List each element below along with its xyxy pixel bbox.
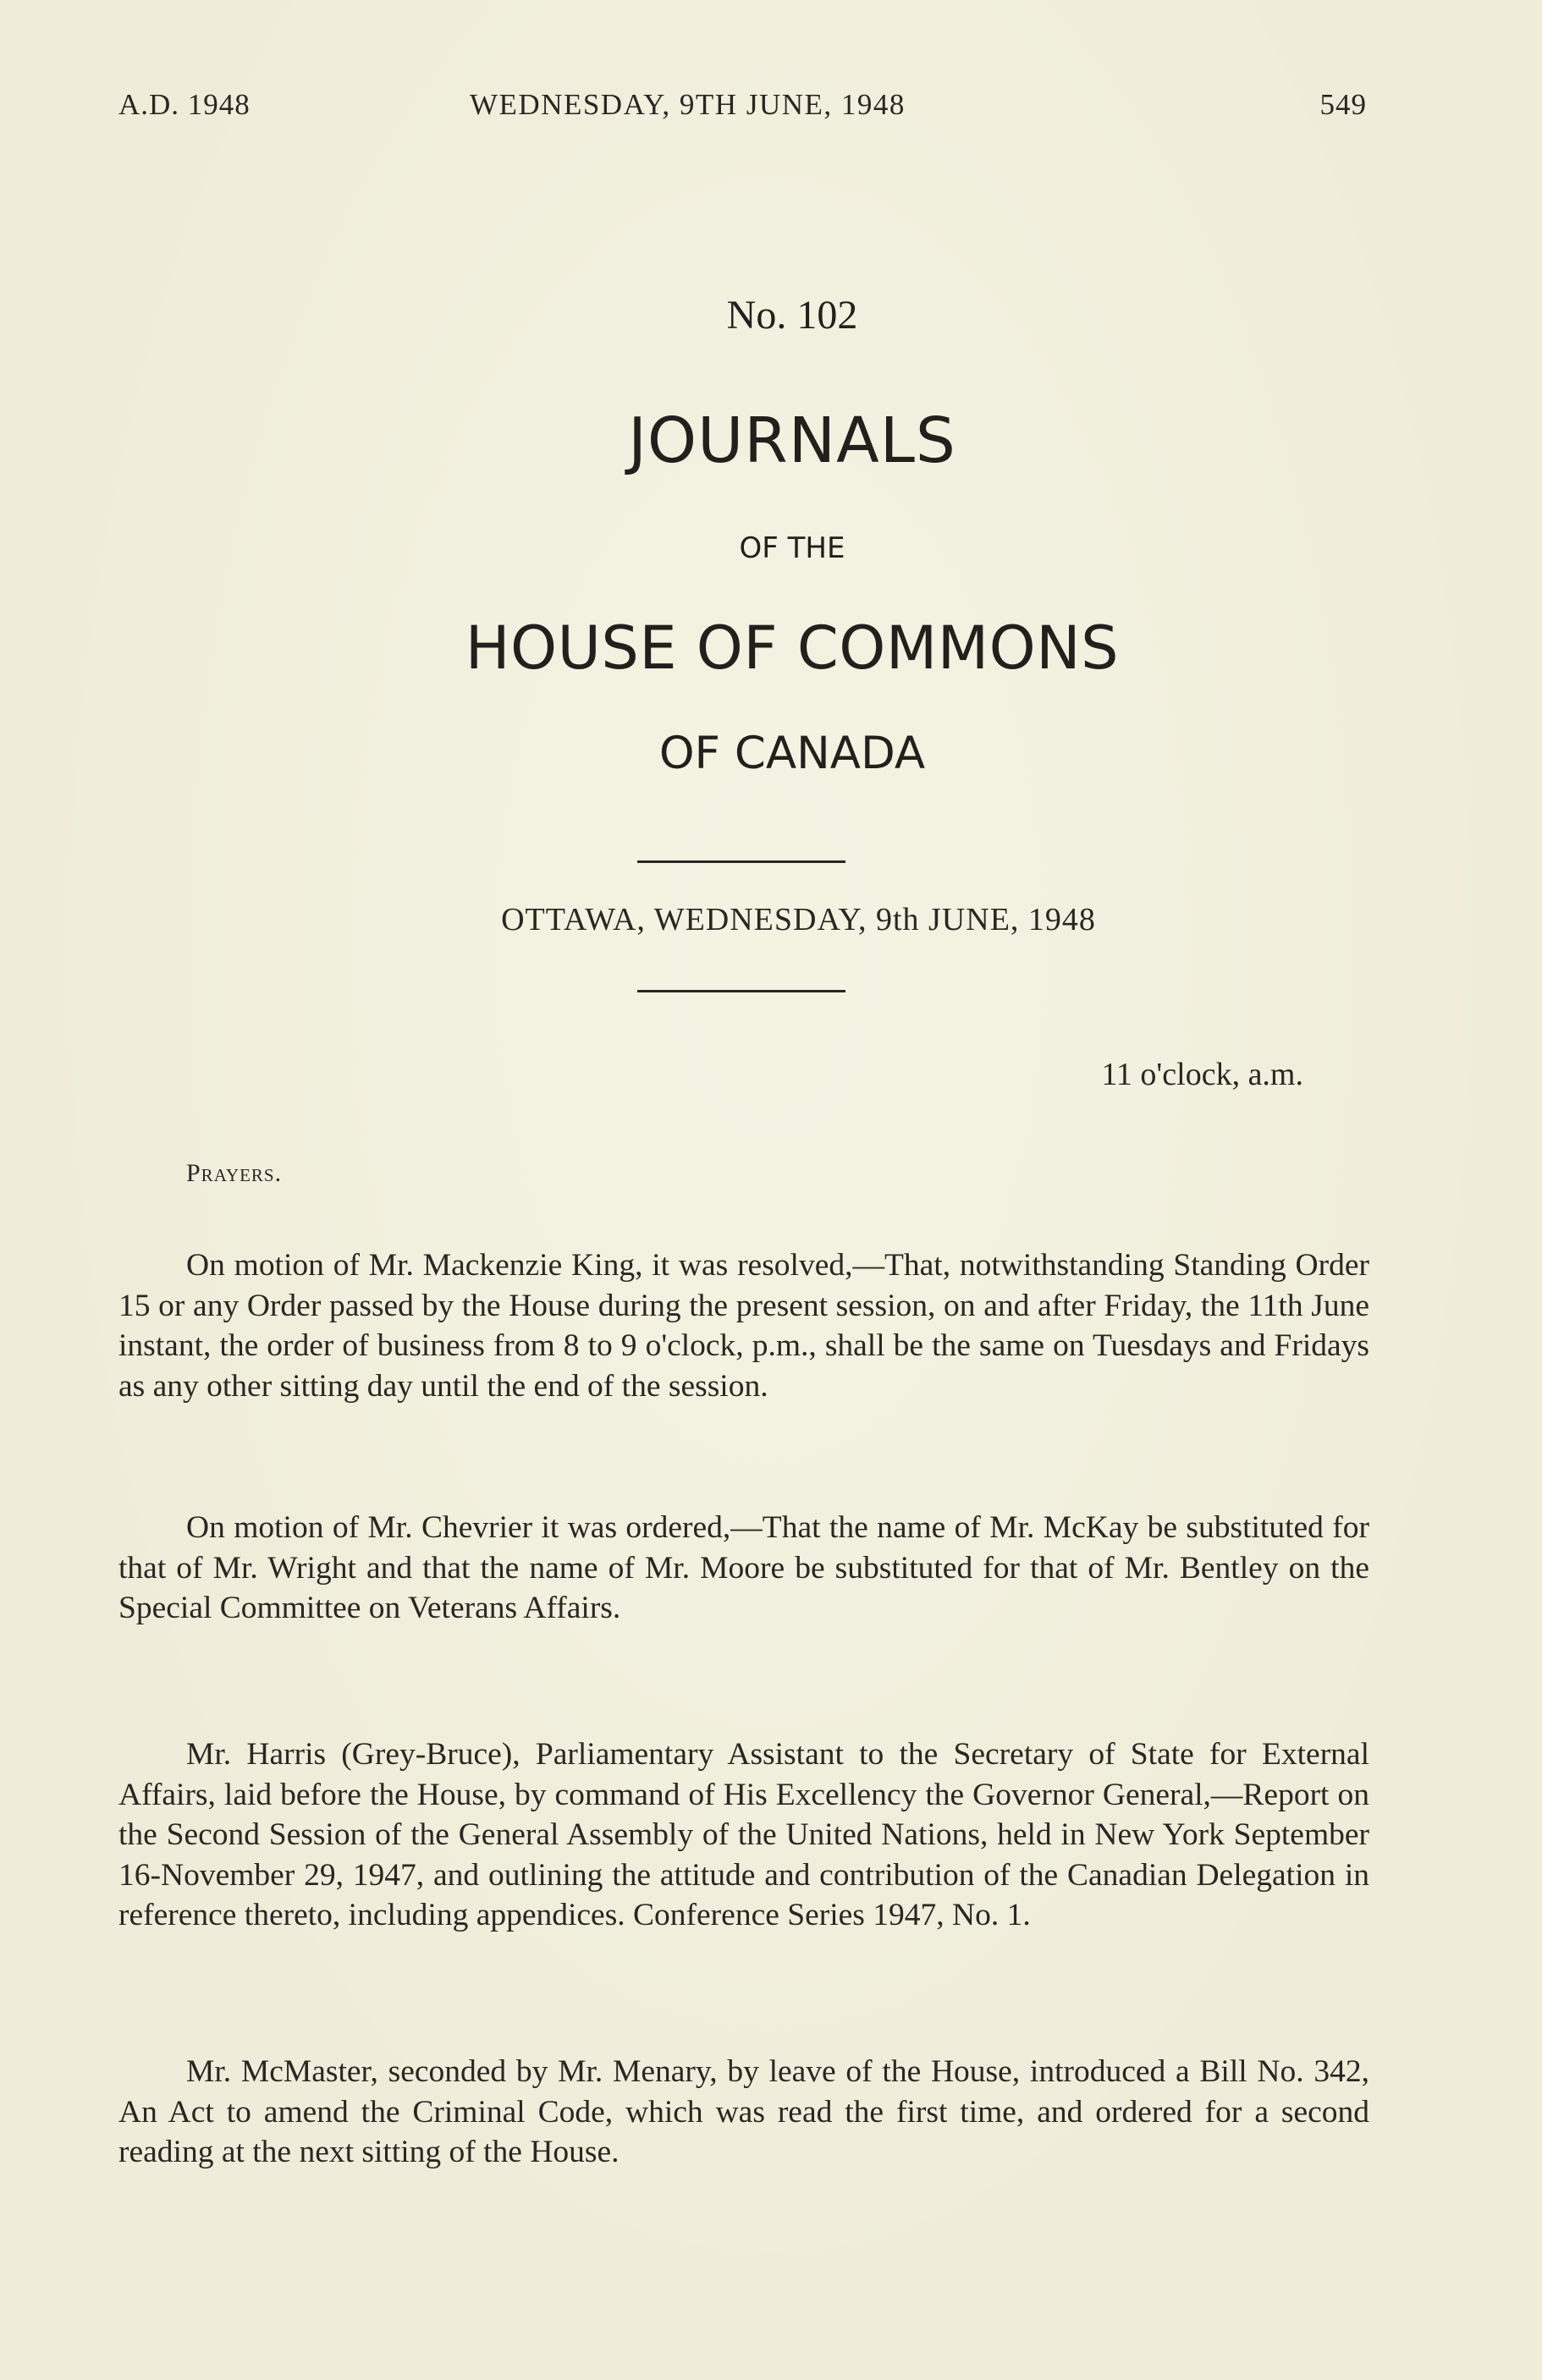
masthead-of-canada: OF CANADA [658, 728, 926, 779]
masthead-house: HOUSE OF COMMONS [465, 613, 1120, 683]
divider-rule-top [637, 860, 845, 863]
masthead-title: JOURNALS [628, 404, 956, 477]
paragraph-committee-order: On motion of Mr. Chevrier it was ordered,—That the name of Mr. McKay be substituted for that of Mr. Wright and that the name of Mr. Moore be substituted for that of Mr. Bentley on the Special Committee on Veterans Affairs. [118, 1510, 1369, 1625]
paragraph-un-report: Mr. Harris (Grey-Bruce), Parliamentary Assistant to the Secretary of State for External Affairs, laid before the House, by command of His Excellency the Governor General,—Report on the Second Session of the General Assembly of the United Nations, held in New York September 16-November 29, 1947, and outlining the attitude and contribution of the Canadian Delegation in reference thereto, including appendices. Conference Series 1947, No. 1. [118, 1737, 1369, 1932]
paragraph-bill-342: Mr. McMaster, seconded by Mr. Menary, by leave of the House, introduced a Bill No. 342, An Act to amend the Criminal Code, which was read the first time, and ordered for a second reading at the next sitting of the House. [118, 2054, 1369, 2169]
running-head-year: A.D. 1948 [118, 88, 251, 121]
divider-rule-bottom [637, 990, 845, 992]
prayers-heading: Prayers. [186, 1159, 283, 1187]
masthead-of-the: OF THE [739, 531, 845, 565]
running-head [118, 88, 1367, 130]
issue-number: No. 102 [726, 293, 858, 338]
running-head-date: WEDNESDAY, 9TH JUNE, 1948 [470, 88, 906, 121]
sitting-time: 11 o'clock, a.m. [1101, 1057, 1303, 1092]
dateline: OTTAWA, WEDNESDAY, 9th JUNE, 1948 [501, 902, 1096, 937]
paragraph-resolution: On motion of Mr. Mackenzie King, it was resolved,—That, notwithstanding Standing Order 15 or any Order passed by the House during the present session, on and after Friday, the 11th June instant, the order of business from 8 to 9 o'clock, p.m., shall be the same on Tuesdays and Fridays as any other sitting day until the end of the session. [118, 1248, 1369, 1404]
page-number: 549 [1319, 88, 1367, 121]
